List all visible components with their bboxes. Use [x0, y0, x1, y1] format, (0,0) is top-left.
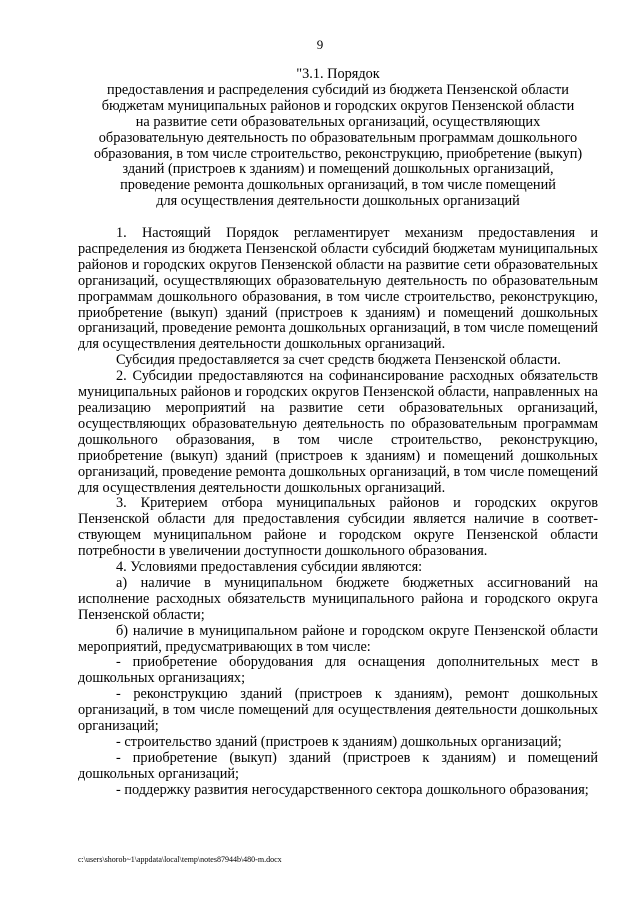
- paragraph: 3. Критерием отбора муниципальных районов и городских округов Пензенской области для предоставления субсидии является наличие в соответ-ствующем муниципальном районе и городском округе Пензенской области потребности в увеличении доступности дошкольного образования.: [78, 495, 598, 560]
- heading-line: для осуществления деятельности дошкольных организаций: [156, 193, 520, 210]
- heading-line: зданий (пристроев к зданиям) и помещений дошкольных организаций,: [122, 161, 554, 178]
- page-number: 9: [316, 37, 324, 52]
- list-item: - строительство зданий (пристроев к зданиям) дошкольных организаций;: [116, 734, 562, 750]
- heading-line: на развитие сети образовательных организаций, осуществляющих: [135, 113, 541, 130]
- heading-line: бюджетам муниципальных районов и городских округов Пензенской области: [101, 97, 575, 114]
- document-body: [78, 226, 598, 799]
- footer-file-path: c:\users\shorob~1\appdata\local\temp\notes87944b\480-m.docx: [78, 855, 282, 864]
- paragraph: б) наличие в муниципальном районе и городском округе Пензенской области мероприятий, предусматривающих в том числе:: [78, 622, 598, 655]
- paragraph: а) наличие в муниципальном бюджете бюджетных ассигнований на исполнение расходных обязательств муниципального района и городского округа Пензенской области;: [78, 574, 598, 623]
- paragraph: Субсидия предоставляется за счет средств бюджета Пензенской области.: [116, 352, 561, 369]
- heading-line: предоставления и распределения субсидий из бюджета Пензенской области: [107, 81, 569, 98]
- heading-line: проведение ремонта дошкольных организаций, в том числе помещений: [120, 177, 556, 194]
- list-item: - приобретение оборудования для оснащения дополнительных мест в дошкольных организациях;: [78, 654, 598, 687]
- heading-line: образования, в том числе строительство, реконструкцию, приобретение (выкуп): [93, 145, 583, 162]
- list-item: - приобретение (выкуп) зданий (пристроев к зданиям) и помещений дошкольных организаций;: [78, 749, 598, 782]
- document-heading: [78, 67, 598, 210]
- paragraph: 1. Настоящий Порядок регламентирует механизм предоставления и распределения из бюджета Пензенской области субсидий бюджетам муниципальных районов и городских округов Пензенской области на развитие сети образовательных организаций, осуществляющих образовательную деятельность по образовательным программам дошкольного образования, в том числе строительство, реконструкцию, приобретение (выкуп) зданий (пристроев к зданиям) и помещений дошкольных организаций, проведение ремонта дошкольных организаций, в том числе помещений для осуществления деятельности дошкольных организаций.: [78, 225, 598, 353]
- list-item: - поддержку развития негосударственного сектора дошкольного образования;: [116, 781, 589, 798]
- paragraph: 2. Субсидии предоставляются на софинансирование расходных обязательств муниципальных районов и городских округов Пензенской области, направленных на реализацию мероприятий на развитие сети образовательных организаций, осуществляющих образовательную деятельность по образовательным программам дошкольного образования, в том числе строительство, реконструкцию, приобретение (выкуп) зданий (пристроев к зданиям) и помещений дошкольных организаций, проведение ремонта дошкольных организаций, в том числе помещений для осуществления деятельности дошкольных организаций.: [78, 368, 598, 496]
- heading-line: образовательную деятельность по образовательным программам дошкольного: [98, 129, 578, 146]
- list-item: - реконструкцию зданий (пристроев к зданиям), ремонт дошкольных организаций, в том числе помещений для осуществления деятельности дошкольных организаций;: [78, 686, 598, 735]
- paragraph: 4. Условиями предоставления субсидии являются:: [116, 559, 423, 576]
- heading-line: "3.1. Порядок: [296, 66, 380, 82]
